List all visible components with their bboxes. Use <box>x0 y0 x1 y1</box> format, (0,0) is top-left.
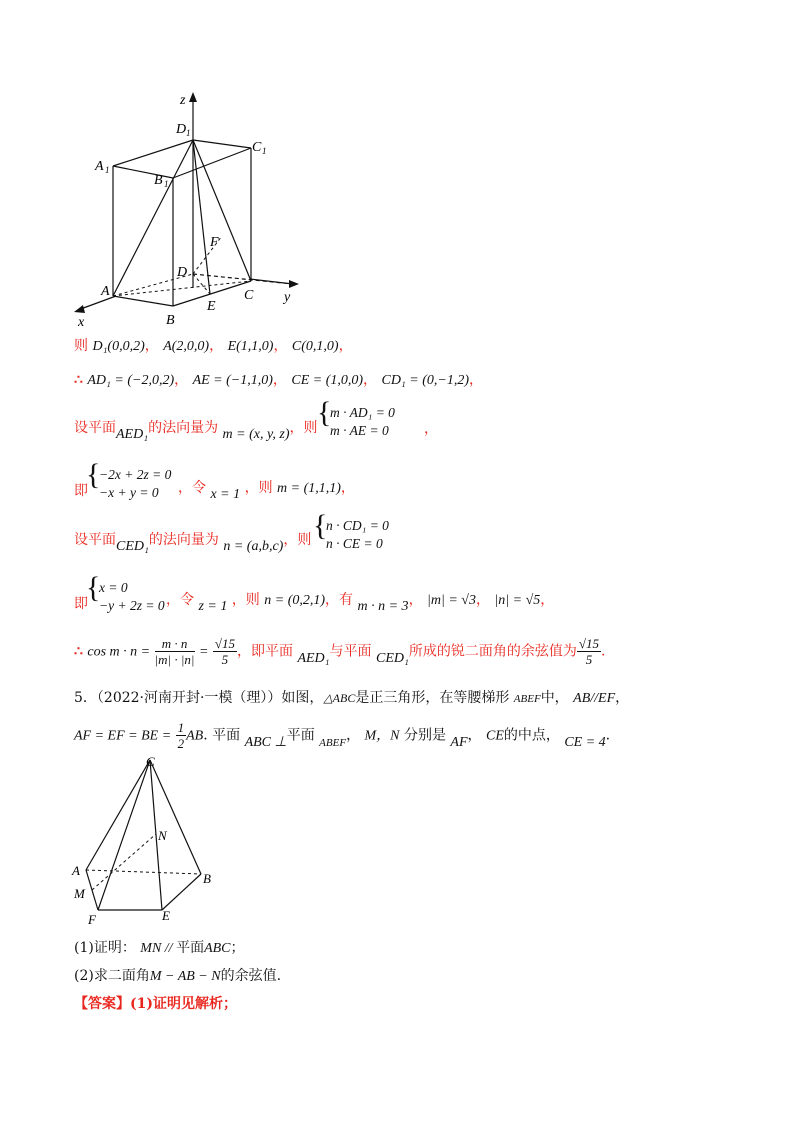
separator: ， <box>469 372 484 388</box>
let-x-line <box>178 478 355 502</box>
text: 分别是 <box>403 727 446 744</box>
label-x: x <box>78 315 85 330</box>
label-F: F <box>88 912 96 927</box>
text-let: ，令 <box>166 592 194 608</box>
z-equals-1: z = 1 <box>198 599 228 614</box>
label-B1-sub: 1 <box>164 179 169 189</box>
system-2 <box>99 466 171 502</box>
text-namely: 即 <box>74 483 88 499</box>
text-result: 所成的锐二面角的余弦值为 <box>408 643 577 660</box>
text-normal: 的法向量为 <box>148 420 219 436</box>
text: . 平面 <box>203 727 241 744</box>
separator: ， <box>615 690 630 706</box>
text-then: ，则 <box>231 592 260 608</box>
separator: ， <box>340 480 355 496</box>
separator: ， <box>209 338 224 354</box>
label-C1-sub: 1 <box>262 146 267 156</box>
question-1 <box>74 938 245 959</box>
segment-ce: CE <box>485 728 504 744</box>
brace-4: { <box>86 571 101 604</box>
label-D1: D <box>176 122 187 137</box>
points-m-n: M，N <box>364 728 400 744</box>
text: 是正三角形，在等腰梯形 <box>355 690 510 706</box>
plane-ced1: CED₁ <box>376 650 409 666</box>
frac-den: |m| · |n| <box>154 652 195 667</box>
text-plane: 设平面 <box>74 420 116 436</box>
text-then: ，则 <box>244 480 273 496</box>
label-C: C <box>244 288 254 303</box>
separator: ， <box>540 592 555 608</box>
text-let: ，令 <box>178 480 206 496</box>
separator: ， <box>424 421 438 437</box>
text-then: ，则 <box>289 420 318 436</box>
label-C1: C <box>252 140 262 155</box>
label-B: B <box>203 871 211 886</box>
text: 的中点， <box>503 727 560 744</box>
plane-ced1: CED₁ <box>116 539 149 554</box>
fraction-value <box>213 636 237 667</box>
q1-prefix: (1)证明： <box>74 940 136 956</box>
plane-abef: ABEF <box>319 736 347 749</box>
label-E: E <box>162 908 170 923</box>
vector-n-value: n = (0,2,1) <box>264 593 326 608</box>
text: 中， <box>540 690 569 706</box>
answer-text: (1)证明见解析； <box>130 996 237 1012</box>
point-a: A(2,0,0) <box>163 339 210 354</box>
vector-cd1: CD₁ = (0,−1,2) <box>381 373 470 388</box>
normal-m-line <box>74 418 318 442</box>
segment-ab: AB <box>186 728 204 744</box>
frac-num: 1 <box>177 720 185 735</box>
q1-expr: MN // <box>140 941 177 956</box>
text-then: ，则 <box>283 532 312 548</box>
label-A: A <box>101 284 110 299</box>
equals: = <box>198 644 209 660</box>
vector-ce: CE = (1,0,0) <box>291 373 364 388</box>
answer-tag: 【答案】 <box>74 996 130 1012</box>
label-C: C <box>146 754 155 769</box>
separator: ， <box>363 372 378 388</box>
coords-line <box>74 336 353 357</box>
eq-m-ae: m · AE = 0 <box>330 423 389 438</box>
plane-aed1: AED₁ <box>116 427 149 442</box>
q1-plane: ABC <box>204 941 231 956</box>
eq-2a: −2x + 2z = 0 <box>99 467 172 482</box>
text-plane: 设平面 <box>74 532 116 548</box>
separator: ， <box>338 338 353 354</box>
separator: ， <box>272 372 287 388</box>
frac-den: 5 <box>585 652 593 667</box>
fraction-result <box>577 636 601 667</box>
label-B1: B <box>154 173 163 188</box>
eq-n-cd1: n · CD₁ = 0 <box>326 518 389 533</box>
label-M: M <box>74 886 85 901</box>
separator: ， <box>475 592 490 608</box>
problem-5-intro: 5．（2022·河南开封·一模（理））如图， <box>74 690 324 706</box>
brace-3: { <box>313 509 328 542</box>
triangle-abc: △ABC <box>323 691 356 705</box>
label-y: y <box>284 290 291 305</box>
vector-m-value: m = (1,1,1) <box>277 481 341 496</box>
equal-lengths: AF = EF = BE = <box>74 728 172 744</box>
problem-5-line2 <box>74 720 610 751</box>
label-E: E <box>207 299 216 314</box>
q2-text: 的余弦值. <box>220 968 282 984</box>
q1-end: ； <box>230 940 245 956</box>
text-then: 则 <box>74 338 88 354</box>
figure-cuboid <box>68 88 308 338</box>
system-4 <box>99 579 165 615</box>
fraction-half <box>176 720 187 751</box>
separator: ， <box>174 372 189 388</box>
label-B: B <box>166 313 175 328</box>
system-3 <box>326 517 389 553</box>
eq-2b: −x + y = 0 <box>99 485 159 500</box>
point-c: C(0,1,0) <box>291 339 339 354</box>
label-A1-sub: 1 <box>105 165 110 175</box>
label-F: F <box>210 235 219 250</box>
frac-den: 5 <box>221 652 229 667</box>
system-1 <box>330 404 395 440</box>
cos-expr: cos m · n = <box>87 644 151 660</box>
text-and-plane: 与平面 <box>329 643 372 660</box>
frac-num: m · n <box>155 636 195 652</box>
q2-expr: M − AB − N <box>149 969 221 984</box>
label-N: N <box>158 828 167 843</box>
vector-n-def: n = (a,b,c) <box>223 539 284 554</box>
separator: ， <box>144 338 159 354</box>
period: . <box>605 727 611 744</box>
text-namely-plane: ，即平面 <box>237 643 293 660</box>
eq-4a: x = 0 <box>99 580 128 595</box>
figure-pyramid <box>68 752 228 932</box>
eq-n-ce: n · CE = 0 <box>326 536 383 551</box>
brace-1: { <box>317 396 332 429</box>
q2-prefix: (2)求二面角 <box>74 968 150 984</box>
norm-n: |n| = √5 <box>494 593 541 608</box>
label-A1: A <box>95 159 104 174</box>
vectors-line <box>74 370 483 391</box>
ce-equals-4: CE = 4 <box>564 734 606 750</box>
text-normal: 的法向量为 <box>148 532 219 548</box>
separator: ， <box>273 338 288 354</box>
parallel-ab-ef: AB//EF <box>573 691 616 706</box>
label-D1-sub: 1 <box>186 128 191 138</box>
separator: ， <box>408 592 423 608</box>
problem-5-line1 <box>74 688 629 709</box>
therefore-symbol: ∴ <box>74 643 83 660</box>
text-namely: 即 <box>74 596 88 612</box>
eq-4b: −y + 2z = 0 <box>99 598 165 613</box>
vector-ae: AE = (−1,1,0) <box>192 373 273 388</box>
label-A: A <box>72 863 80 878</box>
plane-aed1: AED₁ <box>297 650 330 666</box>
fraction-cos <box>155 636 195 667</box>
separator: ， <box>346 727 361 744</box>
q1-text: 平面 <box>176 940 205 956</box>
frac-den: 2 <box>177 736 185 751</box>
dot-product: m · n = 3 <box>357 599 409 614</box>
vector-ad1: AD₁ = (−2,0,2) <box>87 373 175 388</box>
answer-line <box>74 994 237 1014</box>
trapezoid-abef: ABEF <box>513 693 541 705</box>
question-2 <box>74 966 281 987</box>
segment-af: AF <box>450 734 468 750</box>
let-z-line <box>166 590 555 614</box>
brace-2: { <box>86 458 101 491</box>
norm-m: |m| = √3 <box>427 593 476 608</box>
label-D: D <box>177 265 188 280</box>
point-d1: D₁(0,0,2) <box>92 339 145 354</box>
eq-m-ad1: m · AD₁ = 0 <box>330 405 395 420</box>
text: 平面 <box>286 727 315 744</box>
label-z: z <box>180 93 186 108</box>
cosine-line <box>74 636 605 667</box>
x-equals-1: x = 1 <box>210 487 241 502</box>
plane-abc-perp: ABC ⊥ <box>244 734 287 750</box>
vector-m-def: m = (x, y, z) <box>222 427 290 442</box>
text-have: ，有 <box>325 592 354 608</box>
frac-num: √15 <box>214 636 235 651</box>
period: . <box>601 643 606 660</box>
normal-n-line <box>74 530 312 554</box>
frac-num: √15 <box>578 636 600 651</box>
point-e: E(1,1,0) <box>227 339 274 354</box>
separator: ， <box>467 727 482 744</box>
therefore-symbol: ∴ <box>74 372 83 388</box>
